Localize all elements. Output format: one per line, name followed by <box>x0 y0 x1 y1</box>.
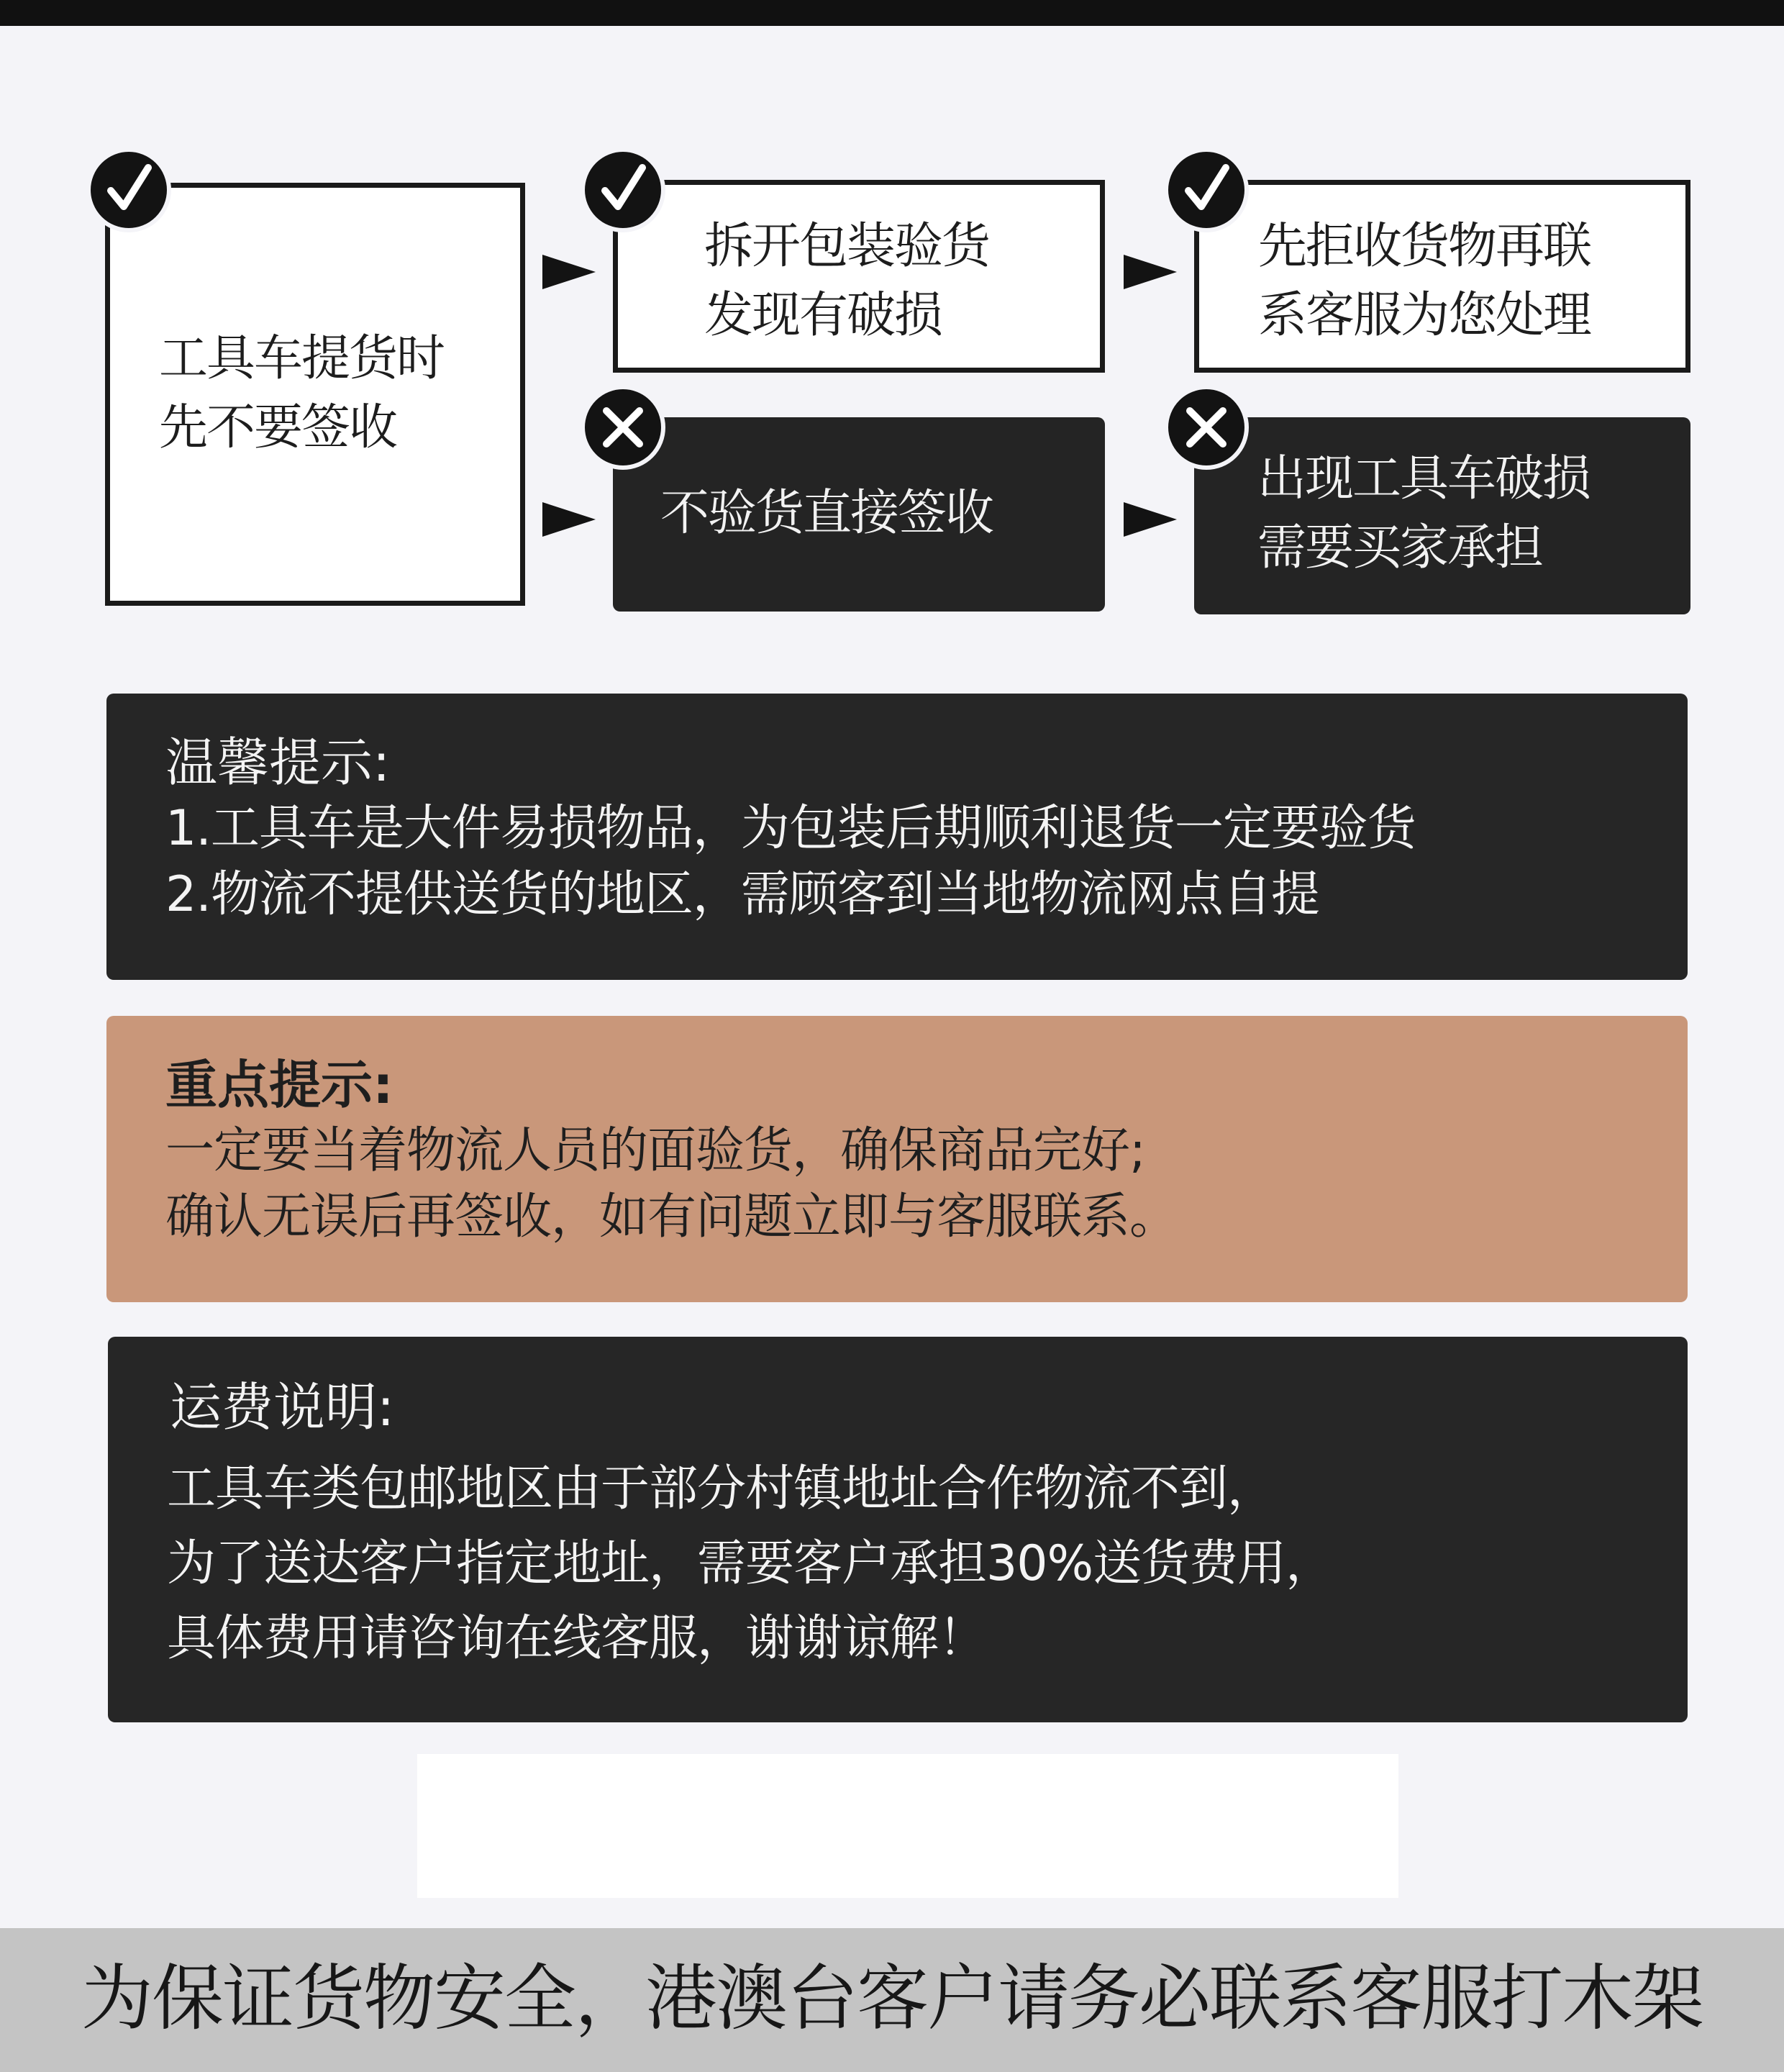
arrow-right-icon <box>542 502 596 537</box>
correct-step1-box <box>613 180 1105 373</box>
footer-banner <box>0 1928 1784 2072</box>
shipping-panel <box>108 1337 1688 1722</box>
warm-tip-panel <box>106 694 1688 980</box>
shipping-line: 为了送达客户指定地址，需要客户承担30%送货费用， <box>167 1535 1334 1592</box>
check-icon <box>581 147 665 232</box>
correct-step2-box <box>1194 180 1690 373</box>
shipping-line: 具体费用请咨询在线客服，谢谢谅解！ <box>167 1610 987 1667</box>
correct-step1-text: 拆开包装验货 发现有破损 <box>704 218 990 344</box>
warm-tip-title: 温馨提示: <box>165 732 391 793</box>
key-tip-line: 一定要当着物流人员的面验货，确保商品完好; <box>165 1122 1145 1179</box>
footer-text: 为保证货物安全，港澳台客户请务必联系客服打木架 <box>81 1956 1703 2040</box>
wrong-step1-box <box>613 417 1105 612</box>
warm-tip-line: 1.工具车是大件易损物品，为包装后期顺利退货一定要验货 <box>165 800 1416 857</box>
check-icon <box>86 147 171 232</box>
start-text: 工具车提货时 先不要签收 <box>159 330 445 456</box>
blank-card <box>417 1754 1398 1898</box>
shipping-title: 运费说明: <box>170 1377 395 1437</box>
wrong-step2-box <box>1194 417 1690 614</box>
wrong-step2-text: 出现工具车破损 需要买家承担 <box>1257 450 1590 576</box>
arrow-right-icon <box>1124 502 1177 537</box>
arrow-right-icon <box>1124 255 1177 289</box>
key-tip-title: 重点提示: <box>165 1055 393 1115</box>
cross-icon <box>581 385 665 470</box>
cross-icon <box>1164 385 1249 470</box>
shipping-line: 工具车类包邮地区由于部分村镇地址合作物流不到， <box>167 1460 1276 1517</box>
start-box <box>105 183 525 606</box>
correct-step2-text: 先拒收货物再联 系客服为您处理 <box>1258 218 1591 344</box>
key-tip-line: 确认无误后再签收，如有问题立即与客服联系。 <box>165 1189 1178 1245</box>
wrong-step1-text: 不验货直接签收 <box>660 485 993 542</box>
warm-tip-line: 2.物流不提供送货的地区，需顾客到当地物流网点自提 <box>165 866 1319 923</box>
arrow-right-icon <box>542 255 596 289</box>
top-bar <box>0 0 1784 26</box>
key-tip-panel <box>106 1016 1688 1302</box>
check-icon <box>1164 147 1249 232</box>
